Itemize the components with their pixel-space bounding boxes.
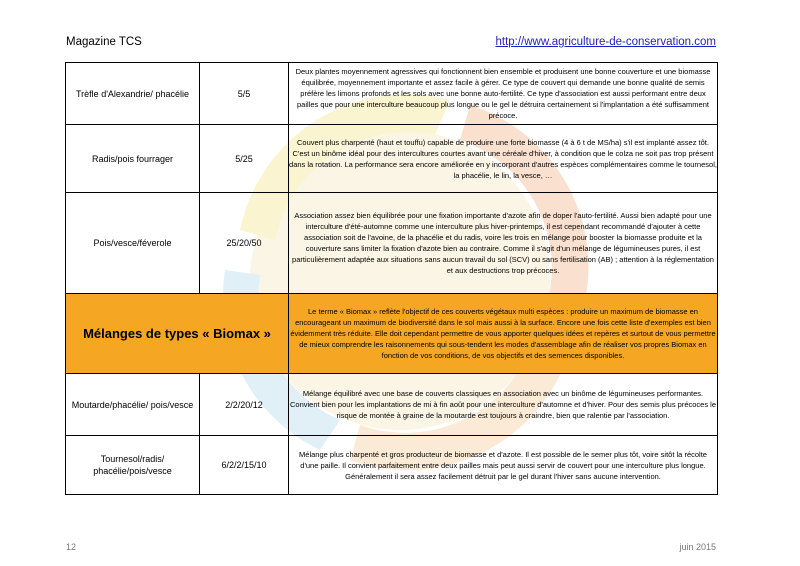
mixture-name: Tournesol/radis/ phacélie/pois/vesce [66, 436, 200, 495]
seeding-rate: 25/20/50 [200, 193, 289, 294]
header-magazine-title: Magazine TCS [66, 36, 142, 48]
biomax-section-title: Mélanges de types « Biomax » [66, 294, 289, 374]
mixture-description: Mélange équilibré avec une base de couverts classiques en association avec un binôme de légumineuses performantes. Convient bien pour les implantations de mi à fin août pour une interculture d'automne et d'hiver. Pour des semis plus précoces le risque de montée à graine de la moutarde est toujours à craindre, bien que ralentie par l'association. [289, 374, 718, 436]
seeding-rate: 2/2/20/12 [200, 374, 289, 436]
seeding-rate: 5/25 [200, 125, 289, 193]
mixture-name: Pois/vesce/féverole [66, 193, 200, 294]
mixture-name: Moutarde/phacélie/ pois/vesce [66, 374, 200, 436]
table-row [66, 193, 718, 294]
biomax-section-row [66, 294, 718, 374]
mixture-description: Mélange plus charpenté et gros producteur de biomasse et d'azote. Il est possible de le semer plus tôt, voire sitôt la récolte d'une paille. Il convient parfaitement entre deux pailles mais peut aussi servir de couvert pour une interculture plus longue. Généralement il sera assez facilement détruit par le gel durant l'hiver sans aucune intervention. [289, 436, 718, 495]
seeding-rate: 6/2/2/15/10 [200, 436, 289, 495]
table-row [66, 63, 718, 125]
cover-crop-mixtures-table [65, 62, 718, 495]
seeding-rate: 5/5 [200, 63, 289, 125]
mixture-description: Couvert plus charpenté (haut et touffu) capable de produire une forte biomasse (4 à 6 t de MS/ha) s'il est implanté assez tôt. C'est un binôme idéal pour des intercultures courtes avant une céréale d'hiver, à condition que le colza ne soit pas trop présent dans la rotation. La performance sera encore améliorée en y incorporant d'autres espèces complémentaires comme le tournesol, la phacélie, le lin, la vesce, … [289, 125, 718, 193]
table-row [66, 436, 718, 495]
mixture-name: Trèfle d'Alexandrie/ phacélie [66, 63, 200, 125]
issue-date: juin 2015 [679, 542, 716, 552]
table-row [66, 125, 718, 193]
mixture-description: Association assez bien équilibrée pour une fixation importante d'azote afin de doper l'auto-fertilité. Aussi bien adapté pour une interculture d'été-automne comme une interculture plus hiver-printemps, il est cependant recommandé d'ajouter à cette association soit de l'avoine, de la phacélie et du radis, voire les trois en mélange pour booster la biomasse produite et la couverture sans limiter la fixation d'azote bien au contraire. Comme il s'agit d'un mélange de légumineuses pures, il est particulièrement adaptée aux situations sans aucun travail du sol (SCV) ou sans fertilisation (AB) ; attention à la réglementation et aux destructions trop précoces. [289, 193, 718, 294]
table-row [66, 374, 718, 436]
mixture-name: Radis/pois fourrager [66, 125, 200, 193]
header-website-link[interactable]: http://www.agriculture-de-conservation.com [495, 36, 716, 48]
page-number: 12 [66, 542, 77, 552]
biomax-description: Le terme « Biomax » reflète l'objectif de ces couverts végétaux multi espèces : produire un maximum de biomasse en encourageant un maximum de biodiversité dans le sol mais aussi à la surface. Encore une fois cette liste d'exemples est bien évidemment très réduite. Elle doit cependant permettre de vous apporter quelques idées et repères et surtout de vous permettre de mieux comprendre les raisonnements qui sous-tendent les modes d'assemblage afin de réaliser vos propres Biomax en fonction de vos conditions, de vos objectifs et des semences disponibles. [289, 294, 718, 374]
mixture-description: Deux plantes moyennement agressives qui fonctionnent bien ensemble et produisent une bonne couverture et une biomasse équilibrée, moyennement importante et assez facile à gérer. Ce type de couvert qui demande une bonne qualité de semis préfère les limons profonds et les sols avec une bonne auto-fertilité. Ce type d'association est aussi performant entre deux pailles que pour une interculture beaucoup plus longue ou le gel le détruira certainement si l'implantation a été suffisamment précoce. [289, 63, 718, 125]
